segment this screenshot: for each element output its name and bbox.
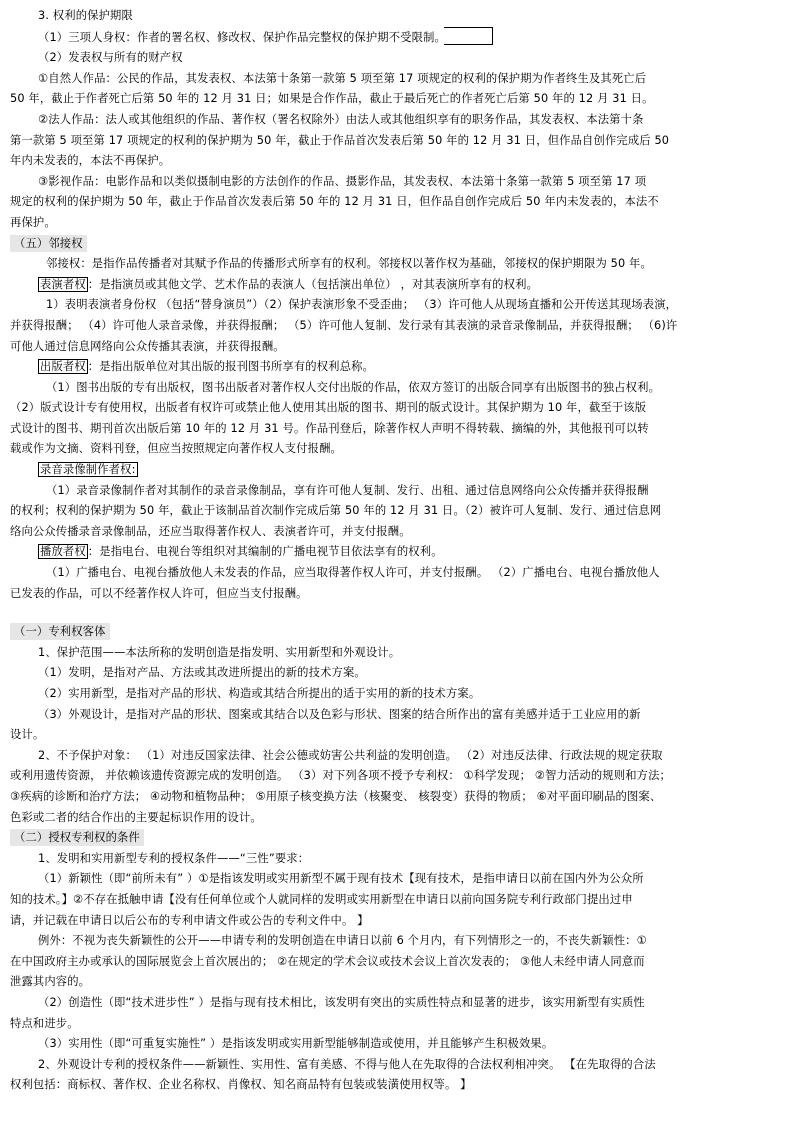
paragraph-line: （3）实用性（即“可重复实施性” ）是指该发明或实用新型能够制造或使用，并且能够产生积极效果。 <box>38 1037 554 1051</box>
section-heading: （二）授权专利权的条件 <box>10 828 778 849</box>
paragraph-line: 络向公众传播录音录像制品，还应当取得著作权人、表演者许可，并支付报酬。 <box>10 524 411 538</box>
section-heading: （一）专利权客体 <box>10 622 778 643</box>
paragraph-line: ②法人作品：法人或其他组织的作品、著作权（署名权除外）由法人或其他组织享有的职务作品，其发表权、本法第十条 <box>38 112 644 126</box>
paragraph-line: 2、外观设计专利的授权条件——新颖性、实用性、富有美感、不得与他人在先取得的合法权利相冲突。 【在先取得的合法 <box>38 1057 656 1071</box>
paragraph-line: 年内未发表的，本法不再保护。 <box>10 154 171 168</box>
paragraph-line: （1）新颖性（即“前所未有” ）①是指该发明或实用新型不属于现有技术【现有技术，是指申请日以前在国内外为公众所 <box>38 872 644 886</box>
term-box: 表演者权 <box>40 277 86 291</box>
paragraph-line: 再保护。 <box>10 215 56 229</box>
paragraph-line: ③疾病的诊断和治疗方法； ④动物和植物品种； ⑤用原子核变换方法（核聚变、 核裂变）获得的物质； ⑥对平面印刷品的图案、 <box>10 789 662 803</box>
paragraph-line: 出版者权 ：是指出版单位对其出版的报刊图书所享有的权利总称。 <box>40 360 374 374</box>
paragraph-line: （2）创造性（即“技术进步性” ）是指与现有技术相比，该发明有突出的实质性特点和显著的进步，该实用新型有实质性 <box>38 995 645 1009</box>
term-box: 播放者权 <box>40 545 86 559</box>
paragraph-line: 特点和进步。 <box>10 1016 79 1030</box>
paragraph-line: 或利用遗传资源， 并依赖该遗传资源完成的发明创造。 （3）对下列各项不授予专利权： ①科学发现； ②智力活动的规则和方法； <box>10 769 671 783</box>
paragraph-line: 1）表明表演者身份权 （包括“替身演员”）（2）保护表演形象不受歪曲； （3）许可他人从现场直播和公开传送其现场表演， <box>46 298 678 312</box>
paragraph-line: 式设计的图书、期刊首次出版后第 10 年的 12 月 31 号。作品刊登后，除著作权人声明不得转载、摘编的外，其他报刊可以转 <box>10 421 649 435</box>
paragraph-line: 例外：不视为丧失新颖性的公开——申请专利的发明创造在申请日以前 6 个月内，有下列情形之一的，不丧失新颖性：① <box>38 934 647 948</box>
paragraph-line: 1、保护范围——本法所称的发明创造是指发明、实用新型和外观设计。 <box>38 645 401 659</box>
section-gap <box>10 604 778 622</box>
paragraph-line: 播放者权 ：是指电台、电视台等组织对其编制的广播电视节目依法享有的权利。 <box>40 545 443 559</box>
paragraph-line: 已发表的作品，可以不经著作权人许可，但应当支付报酬。 <box>10 586 308 600</box>
blank-box <box>444 27 493 45</box>
paragraph-line: 规定的权利的保护期为 50 年，截止于作品首次发表后第 50 年的 12 月 31 日，但作品自创作完成后 50 年内未发表的，本法不 <box>10 195 659 209</box>
paragraph-line: （3）外观设计，是指对产品的形状、图案或其结合以及色彩与形状、图案的结合所作出的富有美感并适于工业应用的新 <box>38 707 641 721</box>
paragraph-line: 可他人通过信息网络向公众传播其表演，并获得报酬。 <box>10 339 285 353</box>
paragraph-line: 在中国政府主办或承认的国际展览会上首次展出的； ②在规定的学术会议或技术会议上首次发表的； ③他人未经申请人同意而 <box>10 954 645 968</box>
paragraph-line: 泄露其内容的。 <box>10 975 91 989</box>
document-page <box>10 6 778 1096</box>
paragraph-line: 第一款第 5 项至第 17 项规定的权利的保护期为 50 年，截止于作品首次发表后第 50 年的 12 月 31 日，但作品自创作完成后 50 <box>10 133 670 147</box>
paragraph-line <box>10 460 778 481</box>
paragraph-line: （1）录音录像制作者对其制作的录音录像制品，享有许可他人复制、发行、出租、通过信息网络向公众传播并获得报酬 <box>46 483 649 497</box>
section-heading: 3. 权利的保护期限 <box>38 9 133 22</box>
paragraph-line: （1）图书出版的专有出版权，图书出版者对著作权人交付出版的作品，依双方签订的出版合同享有出版图书的独占权利。 <box>46 380 661 394</box>
paragraph-line: 1、发明和实用新型专利的授权条件——“三性”要求： <box>38 851 310 865</box>
section-heading: （五）邻接权 <box>10 234 778 255</box>
paragraph-line: （2）发表权与所有的财产权 <box>38 51 183 65</box>
paragraph-line: 并获得报酬； （4）许可他人录音录像，并获得报酬； （5）许可他人复制、发行录有其表演的录音录像制品，并获得报酬； （6)许 <box>10 318 678 332</box>
paragraph-line: 知的技术。】②不存在抵触申请【没有任何单位或个人就同样的发明或实用新型在申请日以前向国务院专利行政部门提出过申 <box>10 892 633 906</box>
paragraph-line: 载或作为文摘、资料刊登，但应当按照规定向著作权人支付报酬。 <box>10 442 342 456</box>
paragraph-line: （1）三项人身权：作者的署名权、修改权、保护作品完整权的保护期不受限制。 <box>10 27 778 49</box>
paragraph-line: 设计。 <box>10 728 45 742</box>
term-box: 录音录像制作者权: <box>40 463 136 477</box>
paragraph-line: ①自然人作品：公民的作品，其发表权、本法第十条第一款第 5 项至第 17 项规定的权利的保护期为作者终生及其死亡后 <box>38 71 647 85</box>
paragraph-line: 50 年，截止于作者死亡后第 50 年的 12 月 31 日；如果是合作作品，截止于最后死亡的作者死亡后第 50 年的 12 月 31 日。 <box>10 92 654 106</box>
paragraph-line: （1）发明，是指对产品、方法或其改进所提出的新的技术方案。 <box>38 666 366 680</box>
paragraph-line: 权利包括：商标权、著作权、企业名称权、肖像权、知名商品特有包装或装潢使用权等。 】 <box>10 1078 472 1092</box>
paragraph-line: （2）实用新型，是指对产品的形状、构造或其结合所提出的适于实用的新的技术方案。 <box>38 687 481 700</box>
paragraph-line: 2、不予保护对象： （1）对违反国家法律、社会公德或妨害公共利益的发明创造。 （2）对违反法律、行政法规的规定获取 <box>38 748 663 762</box>
paragraph-line: ③影视作品：电影作品和以类似摄制电影的方法创作的作品、摄影作品，其发表权、本法第十条第一款第 5 项至第 17 项 <box>38 174 647 188</box>
paragraph-line: 邻接权：是指作品传播者对其赋予作品的传播形式所享有的权利。邻接权以著作权为基础，邻接权的保护期限为 50 年。 <box>46 257 652 271</box>
paragraph-line: （2）版式设计专有使用权，出版者有权许可或禁止他人使用其出版的图书、期刊的版式设计。其保护期为 10 年，截至于该版 <box>10 401 647 415</box>
paragraph-line: 色彩或二者的结合作出的主要起标识作用的设计。 <box>10 810 262 824</box>
term-box: 出版者权 <box>40 360 86 374</box>
paragraph-line: （1）广播电台、电视台播放他人未发表的作品，应当取得著作权人许可，并支付报酬。 （2）广播电台、电视台播放他人 <box>46 566 660 580</box>
paragraph-line: 表演者权 ：是指演员或其他文学、艺术作品的表演人（包括演出单位） ，对其表演所享有的权利。 <box>40 277 538 291</box>
paragraph-line: 请，并记载在申请日以后公布的专利申请文件或公告的专利文件中。 】 <box>10 913 369 927</box>
paragraph-line: 的权利；权利的保护期为 50 年，截止于该制品首次制作完成后第 50 年的 12 月 31 日。（2）被许可人复制、发行、通过信息网 <box>10 504 662 518</box>
